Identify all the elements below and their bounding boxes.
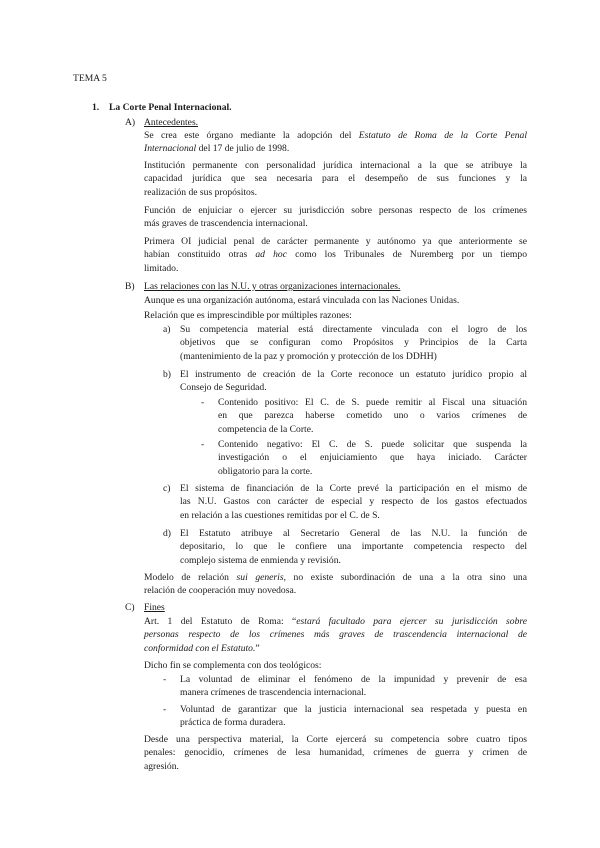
paragraph-c3: Desde una perspectiva material, la Corte ejercerá su competencia sobre cuatro tipos penales: genocidio, crímenes de lesa humanidad, crímenes de guerra y crimen de agresión. bbox=[144, 734, 527, 772]
sub-item-negative: Contenido negativo: El C. de S. puede solicitar que suspenda la investigación o el enjuiciamiento que haya iniciado. Carácter obligatorio para la corte. bbox=[218, 439, 527, 477]
paragraph-a1: Se crea este órgano mediante la adopción del Estatuto de Roma de la Corte Penal Internacional del 17 de julio de 1998. bbox=[144, 130, 528, 155]
subsection-b-heading: Las relaciones con las N.U. y otras organizaciones internacionales. bbox=[144, 281, 401, 292]
section-number: 1. bbox=[92, 102, 100, 113]
list-c-2-text: Voluntad de garantizar que la justicia internacional sea respetada y puesta en práctica de forma duradera. bbox=[180, 704, 527, 729]
dash-c-2: - bbox=[163, 704, 167, 715]
paragraph-a4: Primera OI judicial penal de carácter permanente y autónomo ya que anteriormente se habían constituido otras ad hoc como los Tribunales de Nuremberg por un tiempo limitado. bbox=[144, 236, 527, 274]
subsection-c-heading: Fines bbox=[144, 602, 165, 613]
paragraph-b1: Aunque es una organización autónoma, estará vinculada con las Naciones Unidas. bbox=[144, 295, 460, 306]
dash-c-1: - bbox=[163, 674, 167, 685]
list-b-d-text: El Estatuto atribuye al Secretario General de las N.U. la función de depositario, lo que le confiere una importante competencia respecto del complejo sistema de enmienda y revisión. bbox=[180, 528, 527, 566]
subsection-a-heading: Antecedentes. bbox=[144, 117, 199, 128]
list-b-b-label: b) bbox=[163, 369, 171, 380]
list-b-b-text: El instrumento de creación de la Corte reconoce un estatuto jurídico propio al Consejo de Seguridad. bbox=[180, 369, 527, 394]
subsection-c-label: C) bbox=[125, 602, 135, 613]
paragraph-a3: Función de enjuiciar o ejercer su jurisdicción sobre personas respecto de los crímenes más graves de trascendencia internacional. bbox=[144, 205, 527, 230]
subsection-b-label: B) bbox=[125, 281, 135, 292]
section-heading: La Corte Penal Internacional. bbox=[109, 102, 232, 113]
dash-b-1: - bbox=[201, 397, 205, 408]
sub-item-positive: Contenido positivo: El C. de S. puede remitir al Fiscal una situación en que parezca haberse cometido uno o varios crímenes de competencia de la Corte. bbox=[218, 397, 527, 435]
subsection-a-label: A) bbox=[125, 117, 136, 128]
paragraph-c2: Dicho fin se complementa con dos teológicos: bbox=[144, 660, 322, 671]
list-b-a-label: a) bbox=[163, 324, 171, 335]
paragraph-c1: Art. 1 del Estatuto de Roma: “estará facultado para ejercer su jurisdicción sobre personas respecto de los crímenes más graves de trascendencia internacional de conformidad con el Estatuto.” bbox=[144, 616, 527, 654]
paragraph-a2: Institución permanente con personalidad jurídica internacional a la que se atribuye la capacidad jurídica que sea necesaria para el desempeño de sus funciones y la realización de sus propósitos. bbox=[144, 160, 527, 198]
paragraph-b2: Relación que es imprescindible por múltiples razones: bbox=[144, 310, 352, 321]
list-b-a-text: Su competencia material está directamente vinculada con el logro de los objetivos que se configuran como Propósitos y Principios de la Carta (mantenimiento de la paz y promoción y protección de los DDHH) bbox=[180, 324, 527, 362]
list-c-1-text: La voluntad de eliminar el fenómeno de la impunidad y prevenir de esa manera crímenes de trascendencia internacional. bbox=[180, 674, 527, 699]
list-b-c-text: El sistema de financiación de la Corte prevé la participación en el mismo de las N.U. Gastos con carácter de especial y respecto de los gastos efectuados en relación a las cuestiones remitidas por el C. de S. bbox=[180, 483, 527, 521]
paragraph-b3: Modelo de relación sui generis, no existe subordinación de una a la otra sino una relación de cooperación muy novedosa. bbox=[144, 572, 527, 597]
list-b-c-label: c) bbox=[163, 483, 171, 494]
list-b-d-label: d) bbox=[163, 528, 171, 539]
page-title: TEMA 5 bbox=[73, 73, 107, 84]
dash-b-2: - bbox=[201, 439, 205, 450]
